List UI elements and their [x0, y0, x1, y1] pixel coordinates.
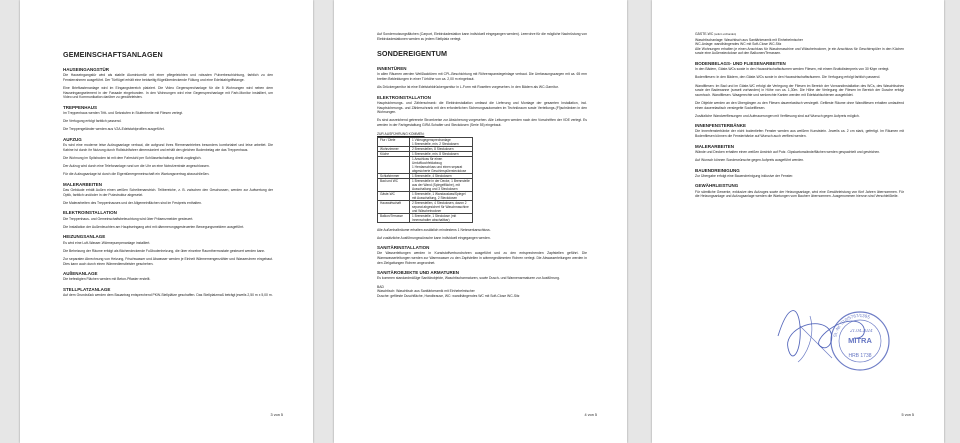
- section-paragraph: Es wird eine Luft-Wasser-Wärmepumpenanlage installiert.: [63, 240, 151, 245]
- page-4-sections-a: [377, 66, 587, 127]
- section-paragraph: Im Treppenhaus werden Tritt- und Setzstufen in Stufenbreite mit Fliesen verlegt.: [63, 110, 184, 115]
- table-caption: ZUR AUSFÜHRUNG KOMMEN:: [377, 131, 425, 136]
- document-page-3: [20, 0, 313, 443]
- after-table-text: Auf zusätzliche Ausführungswünsche kann individuell eingegangen werden.: [377, 235, 491, 240]
- section-heading: ELEKTROINSTALLATION: [377, 94, 431, 100]
- table-row: [378, 137, 473, 146]
- section-heading: BAUENDREINIGUNG: [695, 167, 740, 173]
- section-paragraph: Die Beheizung der Räume erfolgt als flächendeckende Fußbodenheizung, die über einzelne Raumthermostate gesteuert werden kann.: [63, 248, 266, 253]
- bad-label: BAD: [377, 284, 384, 289]
- section-paragraph: Auf Wunsch können Sonderwünsche gegen Aufpreis ausgeführt werden.: [695, 158, 805, 163]
- section-paragraph: Zur separaten Abrechnung von Heizung, Frischwasser und Abwasser werden je Einheit Wärmemengenzähler und Wasseruhren eingebaut. Dies kann auch durch einen Wärmedienstleister geschehen.: [63, 256, 273, 266]
- intro-line: Waschtischanlage: Waschtisch aus Sanitärkeramik mit Einhebelmischer: [695, 37, 803, 42]
- section-heading: AUßENANLAGE: [63, 271, 98, 277]
- signature-date: 21.04.2024: [850, 329, 873, 334]
- section-paragraph: Wände und Decken erhalten einen weißen Anstrich auf Putz. Gipskartonwände/flächen werden gespachtelt und gestrichen.: [695, 149, 881, 154]
- section-paragraph: Die Installation der Außenleuchten am Hauptseingang wird mit dämmerungsgesteuerten Bewegungsmeldern ausgeführt.: [63, 224, 245, 229]
- room-cell: Bad und WC: [378, 178, 410, 191]
- section-heading: HAUSEINGANGSTÜR: [63, 67, 110, 72]
- page-5-sections: [695, 61, 904, 199]
- guest-wc-note: (sofern vorhanden): [714, 33, 737, 36]
- section-paragraph: Für sämtliche Gewerke, exklusive des Aufzuges sowie der Heizungsanlage, wird eine Gewährleistung von fünf Jahren übernommen. Für die Heizungsanlage und Aufzugsanlage werden die Wartungen vom Bauherr übernommen. Ausgenommen hiervon sind Verschleißteile.: [695, 189, 904, 199]
- section-heading: ELEKTROINSTALLATION: [63, 210, 117, 216]
- section-heading: AUFZUG: [63, 136, 82, 142]
- section-paragraph: Die befestigten Flächen werden mit Beton-Pflaster erstellt.: [63, 277, 151, 282]
- bad-line: Dusche: geflieste Duschfläche, Handbrause, WC: wandhängendes WC mit Soft-Close WC-Sitz: [377, 293, 520, 298]
- section-paragraph: Die Malerarbeiten des Treppenhauses und der Allgemeinflächen sind im Festpreis enthalten.: [63, 200, 202, 205]
- page-4-content: [377, 32, 587, 298]
- section-paragraph: Das Gebäude erhält Außen einen weißen Scheibenanstrich. Teilbereiche, z. B. zwischen den Geschossen, werden zur Aufwertung der Optik, farblich und/oder in der Putzstruktur abgesetzt.: [63, 188, 273, 197]
- section-heading: STELLPLATZANLAGE: [63, 286, 111, 292]
- section-paragraph: Die Treppengeländer werden aus V2A-Edelstahlprofilen ausgeführt.: [63, 127, 165, 132]
- equipment-cell: 1 Anschluss für einen Umluftkochfeldabzug 1 Herdanschluss und einen separat abgesicherte Geschirrspülersteckdose: [410, 156, 473, 173]
- section-paragraph: In allen Räumen werden Weißlacktüren mit CPL-Beschichtung mit Röhrenspanstegeinlage verbaut. Die Umfassungszargen mit ca. 65 mm breiten Bekleidungen in einer Türhöhe von ca. 2,00 m eingebaut.: [377, 72, 587, 81]
- table-row: [378, 178, 473, 191]
- section-paragraph: Die Wohnung im Spitzboden ist mit dem Fahrstuhl per Schlüsselschaltung direkt zugänglich.: [63, 155, 202, 160]
- electrical-rooms-table: [377, 137, 473, 223]
- intro-line: Alle Wohnungen erhalten je einen Anschluss für Waschmaschine und Wäschetrockner, je ein Anschluss für Geschirrspüler in den Küchen sowie eine Außensteckdose auf den Balkonen/Terrassen.: [695, 46, 904, 56]
- equipment-cell: 1 Brennstelle in der Decke, 1 Brennstelle aus der Wand (Spiegelfläche), mit Ausschaltung und 3 Steckdosen: [410, 178, 473, 191]
- table-row: [378, 191, 473, 200]
- room-cell: Balkon/Terrasse: [378, 213, 410, 222]
- equipment-cell: 1 Brennstelle, 1 Steckdose (mit Innenschalter abschaltbar): [410, 213, 473, 222]
- document-page-4: [334, 0, 627, 443]
- page-5-content: [695, 32, 904, 202]
- section-paragraph: Die Wasserleitungen werden in Kunststoffverbundrohren ausgeführt und zu den entsprechenden Zapfstellen geführt. Die Warmwasserleitungen werden zur Warmwasser zu den Zapfstellen in wärmegedämmten Rohren verlegt. Die Abwasserleitungen werden in den Zielgattungen Rohren angeordnet.: [377, 251, 587, 265]
- equipment-cell: 1 Brennstelle, 1 Wandauslass/Spiegel mit Ausschaltung, 2 Steckdosen: [410, 191, 473, 200]
- page-3-sections: [63, 67, 273, 298]
- table-row: [378, 200, 473, 213]
- section-heading: INNENFENSTERBÄNKE: [695, 123, 747, 129]
- room-cell: Flur / Diele: [378, 137, 410, 146]
- section-paragraph: Die Verfugung erfolgt farblich passend.: [63, 119, 122, 124]
- document-page-5: [652, 0, 944, 443]
- section-paragraph: Zusätzliche Wandverfliesungen und Aufmauerungen mit Verfliesung sind auf Wunsch gegen Aufpreis möglich.: [695, 113, 860, 118]
- page-3-content: [63, 42, 273, 301]
- section-paragraph: Die Hauseingangstür wird als stabile Aluminiumtür mit einer pflegeleichten und robusten Pulverbeschichtung, farblich zu den Fensterrahmen ausgeführt. Der Türflügel erhält eine beidseitig flügelüberdeckende Füllung und eine Edelstahlgriffstange.: [63, 73, 273, 82]
- equipment-cell: 1 Videogegensprechanlage 1 Brennstelle, min. 2 Steckdosen: [410, 137, 473, 146]
- section-paragraph: Die Objekte werden an den Übergängen zu den Fliesen dauerelastisch versiegelt. Geflieste Räume ohne Wandfliesen erhalten umlaufend einen dauerelastisch versiegelte Sockelfliesen.: [695, 100, 904, 110]
- section-heading: TREPPENHAUS: [63, 104, 98, 110]
- stamp-registration: HRB 1738: [848, 353, 872, 359]
- section-paragraph: Die Treppenhaus- und Gemeinschaftsbeleuchtung wird über Präsenzmelder gesteuert.: [63, 216, 194, 221]
- room-cell: Hauswirtschaft: [378, 200, 410, 213]
- page-4-sections-b: [377, 245, 587, 281]
- section-paragraph: Die Innenfensterbänke der nicht bodentiefen Fenster werden aus weißem Kunststein. Jeweils ca. 2 cm stark, gefertigt. Im Räumen mit Bodenfliesen können die Fensterbänke auf Wunsch auch verfliest werden.: [695, 129, 904, 139]
- section-heading: BODENBELAGS- UND FLIESENARBEITEN: [695, 60, 786, 66]
- section-heading: GEWÄHRLEISTUNG: [695, 183, 739, 189]
- section-paragraph: Es kommen standardmäßige Sanitärobjekte, Waschtischarmaturen, sowie Dusch- und Wannenarmaturen zur Ausführung.: [377, 276, 560, 281]
- equipment-cell: 2 Brennstellen, 4 Steckdosen, davon 2 separat abgesichert für Waschmaschine und Wäschetrockner: [410, 200, 473, 213]
- section-heading: INNENTÜREN: [377, 66, 407, 72]
- room-cell: Küche: [378, 151, 410, 156]
- section-paragraph: Auf dem Grundstück werden dem Bauantrag entsprechend PKW-Stellplätze geschaffen. Das Stellplatzmaß beträgt jeweils 2,50 m x 5,00 m.: [63, 293, 273, 298]
- section-paragraph: Hauptsicherungs- und Zählerschrank: die Elektroinstallation umfasst die Lieferung und Montage der gesamten Installation, incl. Hauptsicherungs- und Zählerschrank mit den erforderlichen Sicherungsautomaten im Technikraum sowie Verteilungs-(Fl)schränken in den Wohnungen.: [377, 100, 587, 115]
- room-cell: Schlafzimmer: [378, 173, 410, 178]
- section-heading: SANITÄRINSTALLATION: [377, 245, 430, 251]
- section-paragraph: Es wird eine moderne leise Aufzugsanlage verbaut, die aufgrund ihres Riemenantriebes besonders komfortabel und leise arbeitet. Die Kabine ist durch ihr Nutzung durch Rollstuhlfahrer dimensioniert und erhält den gleichen Bodenbelag wie das Treppenhaus.: [63, 143, 273, 152]
- guest-wc-label: GÄSTE-WC: [695, 32, 714, 36]
- equipment-cell: 1 Brennstelle, 4 Steckdosen: [410, 173, 473, 178]
- intro-paragraph: Auf Sondernutzungsflächen (Carport, Elektroladestation kann individuell eingegangen werden). Leerrohre für die mögliche Nachrüstung von Elektroladestationen werden zu jedem Stellplatz verlegt.: [377, 32, 587, 41]
- intro-line: WC-Anlage: wandhängendes WC mit Soft-Close WC-Sitz: [695, 42, 782, 47]
- page-number: 4 von 5: [584, 413, 597, 417]
- section-heading: SANITÄROBJEKTE UND ARMATUREN: [377, 270, 459, 276]
- room-cell: [378, 156, 410, 173]
- section-paragraph: Wandfliesen: Im Bad und im Gäste-WC erfolgt die Verlegung der Fliesen im Bereich der Vorwandinstallation des WCs, des Waschtisches sowie der Badewanne (soweit vorhanden) in Höhe von ca. 1,30m. Die Höhe der Verlegung der Fliesen im Bereich der Dusche erfolgt raumhoch. Wandfliesen. Waagerechte und senkrechte Kanten werden mit Edelstahlschienen ausgebildet.: [695, 83, 904, 97]
- section-paragraph: Für die Aufzugsanlage ist durch die Eigentümergemeinschaft ein Wartungsvertrag abzuschließen.: [63, 172, 210, 177]
- page-title: GEMEINSCHAFTSANLAGEN: [63, 50, 163, 59]
- bad-line: Waschtisch: Waschtisch aus Sanitärkeramik mit Einhebelmischer: [377, 289, 475, 294]
- section-paragraph: Bodenfliesen: In den Bädern, den Gäste-WCs sowie in den Hauswirtschaftsräumen. Die Verfugung erfolgt farblich passend.: [695, 75, 881, 80]
- equipment-cell: 1 Brennstelle, min. 8 Steckdosen: [410, 151, 473, 156]
- stamp-company: MITRA: [848, 336, 872, 345]
- page-number: 5 von 5: [901, 413, 914, 417]
- svg-text:St.-Nr. 310/5767/1395: [832, 313, 871, 338]
- section-paragraph: Der Aufzug wird durch eine Telefonanlage rund um die Uhr an eine Notrufzentrale angeschlossen.: [63, 164, 210, 169]
- after-table-text: Alle Außenhalbräume erhalten zusätzlich mindestens 1 Netzwerkanschluss.: [377, 227, 491, 232]
- section-paragraph: Zur Übergabe erfolgt eine Bauendreinigung inklusive der Fenster.: [695, 173, 794, 178]
- section-paragraph: Es sind ausreichend getrennte Stromkreise zur Absicherung vorgesehen. Alle Leitungen werden nach den Vorschriften der VDE verlegt. Es werden in der Farbgestaltung GIRA Schalter und Steckdosen (Serie 55) eingebaut.: [377, 118, 587, 127]
- table-row: [378, 213, 473, 222]
- section-paragraph: Eine Briefkastenanlage wird im Eingangsbereich platziert. Die Video Gegensprechanlage für die 5 Wohnungen wird neben dem Hauseingangselement in der Fassade eingebunden. In den Wohnungen wird eine Gegensprechanlage mit Farb-Monitor installiert, um Video und Kommunikation darüber zu gewährleisten.: [63, 85, 273, 100]
- section-heading: MALERARBEITEN: [63, 181, 102, 187]
- section-paragraph: In den Bädern, Gäste-WCs sowie in den Hauswirtschaftsräumen werden Fliesen, mit einem Bruttolistenpreis von 30 €/qm verlegt.: [695, 67, 890, 72]
- section-paragraph: Als Drückergarnitur ist eine Edelstahldrückergarnitur in L-Form mit Rosetten vorgesehen. In den Bädern als WC-Garnitur.: [377, 85, 559, 90]
- room-cell: Gäste-WC: [378, 191, 410, 200]
- company-stamp: [828, 309, 892, 373]
- section-heading: HEIZUNGSANLAGE: [63, 234, 106, 240]
- section-heading: MALERARBEITEN: [695, 143, 734, 149]
- stamp-tax-number: St.-Nr. 310/5767/1395: [832, 312, 871, 338]
- table-row: [378, 156, 473, 173]
- room-cell: Wohnzimmer: [378, 146, 410, 151]
- equipment-cell: 2 Brennstellen, 8 Steckdosen: [410, 146, 473, 151]
- page-title: SONDEREIGENTUM: [377, 49, 448, 59]
- page-number: 3 von 5: [270, 413, 283, 417]
